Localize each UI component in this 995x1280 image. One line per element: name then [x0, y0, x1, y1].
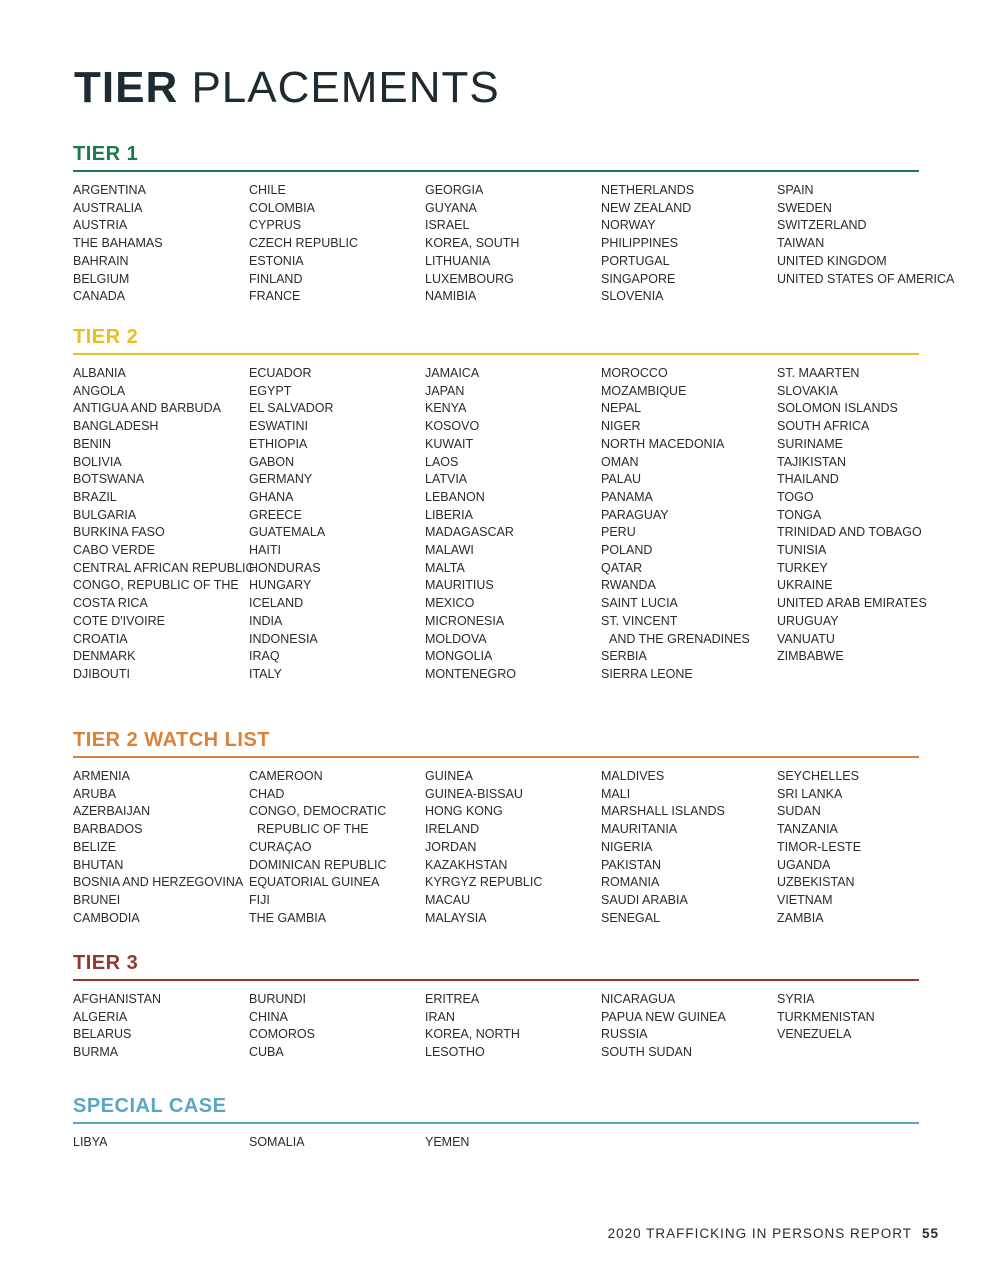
country-name: NIGERIA: [601, 839, 653, 854]
country-name: UKRAINE: [777, 578, 833, 593]
country-name: IRELAND: [425, 822, 480, 837]
country-name: BELGIUM: [73, 271, 130, 286]
country-name: NICARAGUA: [601, 992, 676, 1006]
country-name: SLOVENIA: [601, 289, 664, 304]
country-name: GUINEA-BISSAU: [425, 786, 523, 801]
country-name: MONTENEGRO: [425, 666, 516, 681]
country-name: EGYPT: [249, 383, 292, 398]
special-case-country-columns: [73, 1134, 919, 1152]
country-name: LIBERIA: [425, 507, 473, 522]
country-name: PERU: [601, 525, 636, 540]
country-name: RWANDA: [601, 578, 656, 593]
country-name: JORDAN: [425, 839, 477, 854]
country-name: MOROCCO: [601, 366, 668, 380]
page-title-bold: TIER: [74, 63, 179, 112]
country-name: URUGUAY: [777, 613, 839, 628]
country-name: AUSTRALIA: [73, 200, 143, 215]
country-name: BRUNEI: [73, 892, 121, 907]
country-column: [73, 768, 249, 927]
country-name: HONG KONG: [425, 804, 503, 819]
country-name: COLOMBIA: [249, 200, 315, 215]
country-name: SUDAN: [777, 804, 821, 819]
country-name: MEXICO: [425, 596, 475, 611]
country-name: MALDIVES: [601, 769, 665, 783]
country-name: NEW ZEALAND: [601, 200, 692, 215]
country-column: [777, 768, 861, 927]
country-name: IRAQ: [249, 649, 280, 664]
country-name: TANZANIA: [777, 822, 838, 837]
country-name: BELIZE: [73, 839, 117, 854]
country-name: GHANA: [249, 489, 294, 504]
country-name: QATAR: [601, 560, 643, 575]
country-name: PANAMA: [601, 489, 653, 504]
country-name: ALBANIA: [73, 366, 126, 380]
country-name: MICRONESIA: [425, 613, 505, 628]
country-column: [425, 768, 601, 927]
country-name: INDIA: [249, 613, 283, 628]
country-name: AND THE GRENADINES: [609, 631, 750, 646]
country-column: [601, 182, 777, 306]
country-name: MALI: [601, 786, 631, 801]
country-name: GUYANA: [425, 200, 477, 215]
country-name: ERITREA: [425, 992, 480, 1006]
country-name: AZERBAIJAN: [73, 804, 151, 819]
country-name: ETHIOPIA: [249, 436, 308, 451]
country-name: NETHERLANDS: [601, 183, 695, 197]
country-name: PAKISTAN: [601, 857, 661, 872]
country-name: TUNISIA: [777, 543, 827, 558]
page-title: [74, 62, 500, 114]
country-name: BOTSWANA: [73, 472, 145, 487]
country-name: POLAND: [601, 543, 653, 558]
country-name: HONDURAS: [249, 560, 321, 575]
country-name: LAOS: [425, 454, 459, 469]
country-column: [73, 1134, 249, 1152]
country-name: VENEZUELA: [777, 1027, 852, 1042]
country-name: LEBANON: [425, 489, 485, 504]
country-name: MADAGASCAR: [425, 525, 514, 540]
country-name: MAURITIUS: [425, 578, 494, 593]
country-name: BENIN: [73, 436, 112, 451]
country-name: CZECH REPUBLIC: [249, 236, 359, 251]
country-name: PALAU: [601, 472, 642, 487]
country-column: [249, 182, 425, 306]
country-name: UGANDA: [777, 857, 831, 872]
country-name: MONGOLIA: [425, 649, 493, 664]
country-name: JAMAICA: [425, 366, 480, 380]
country-name: NEPAL: [601, 401, 642, 416]
country-name: CONGO, REPUBLIC OF THE: [73, 578, 239, 593]
country-name: MOLDOVA: [425, 631, 487, 646]
country-name: SIERRA LEONE: [601, 666, 693, 681]
page-footer: [608, 1226, 939, 1241]
country-name: ICELAND: [249, 596, 304, 611]
country-name: HAITI: [249, 543, 281, 558]
country-name: INDONESIA: [249, 631, 318, 646]
country-name: CABO VERDE: [73, 543, 155, 558]
country-name: KAZAKHSTAN: [425, 857, 508, 872]
country-name: SOLOMON ISLANDS: [777, 401, 898, 416]
country-name: TOGO: [777, 489, 814, 504]
country-name: ECUADOR: [249, 366, 312, 380]
country-name: GUATEMALA: [249, 525, 326, 540]
country-name: MOZAMBIQUE: [601, 383, 687, 398]
country-column: [249, 1134, 425, 1152]
country-name: ITALY: [249, 666, 282, 681]
country-name: IRAN: [425, 1009, 455, 1024]
country-name: TAJIKISTAN: [777, 454, 846, 469]
country-name: SAINT LUCIA: [601, 596, 678, 611]
country-name: LUXEMBOURG: [425, 271, 514, 286]
country-column: [73, 365, 255, 684]
country-name: BAHRAIN: [73, 253, 129, 268]
country-name: CHINA: [249, 1009, 288, 1024]
tier-1-section: [73, 142, 955, 306]
tier-2-watch-list-country-columns: [73, 768, 919, 927]
country-name: KYRGYZ REPUBLIC: [425, 875, 543, 890]
country-name: COSTA RICA: [73, 596, 148, 611]
country-name: BARBADOS: [73, 822, 143, 837]
country-column: [777, 182, 954, 306]
country-name: NORWAY: [601, 218, 656, 233]
country-name: KUWAIT: [425, 436, 474, 451]
country-name: ANTIGUA AND BARBUDA: [73, 401, 221, 416]
country-name: NIGER: [601, 419, 641, 434]
country-name: UZBEKISTAN: [777, 875, 855, 890]
country-column: [425, 182, 601, 306]
country-name: CROATIA: [73, 631, 128, 646]
country-name: TRINIDAD AND TOBAGO: [777, 525, 922, 540]
country-name: SOUTH SUDAN: [601, 1045, 692, 1060]
country-name: ALGERIA: [73, 1009, 128, 1024]
page-title-light: PLACEMENTS: [178, 63, 500, 112]
country-name: ARGENTINA: [73, 183, 146, 197]
country-name: ARUBA: [73, 786, 117, 801]
country-name: YEMEN: [425, 1135, 470, 1149]
country-name: CAMEROON: [249, 769, 323, 783]
country-name: THAILAND: [777, 472, 839, 487]
country-column: [777, 991, 875, 1062]
country-name: EL SALVADOR: [249, 401, 334, 416]
country-name: KOREA, NORTH: [425, 1027, 520, 1042]
country-name: SURINAME: [777, 436, 843, 451]
tier-2-watch-list-section: [73, 728, 919, 927]
country-name: CENTRAL AFRICAN REPUBLIC: [73, 560, 255, 575]
country-name: BULGARIA: [73, 507, 137, 522]
country-name: CURAÇAO: [249, 839, 312, 854]
country-name: CUBA: [249, 1045, 284, 1060]
country-name: THE GAMBIA: [249, 910, 327, 925]
report-name: 2020 TRAFFICKING IN PERSONS REPORT: [607, 1226, 912, 1241]
country-name: UNITED STATES OF AMERICA: [777, 271, 955, 286]
country-column: [249, 768, 425, 927]
tier-3-heading: TIER 3: [73, 951, 919, 981]
country-name: SWEDEN: [777, 200, 832, 215]
country-name: COTE D'IVOIRE: [73, 613, 165, 628]
country-name: MARSHALL ISLANDS: [601, 804, 725, 819]
country-name: ESTONIA: [249, 253, 304, 268]
country-column: [601, 768, 777, 927]
country-name: CANADA: [73, 289, 126, 304]
country-name: FRANCE: [249, 289, 301, 304]
country-column: [249, 991, 425, 1062]
country-name: BOLIVIA: [73, 454, 122, 469]
country-name: RUSSIA: [601, 1027, 648, 1042]
country-name: MACAU: [425, 892, 471, 907]
country-name: PHILIPPINES: [601, 236, 679, 251]
tier-2-country-columns: [73, 365, 927, 684]
country-name: ST. VINCENT: [601, 613, 678, 628]
country-name: LATVIA: [425, 472, 468, 487]
country-name: SAUDI ARABIA: [601, 892, 688, 907]
country-name: DENMARK: [73, 649, 136, 664]
special-case-heading: SPECIAL CASE: [73, 1094, 919, 1124]
country-name: BURUNDI: [249, 992, 306, 1006]
country-name: JAPAN: [425, 383, 465, 398]
country-name: UNITED KINGDOM: [777, 253, 887, 268]
country-name: SERBIA: [601, 649, 647, 664]
country-name: TURKEY: [777, 560, 828, 575]
country-name: PARAGUAY: [601, 507, 669, 522]
country-name: MALAWI: [425, 543, 474, 558]
country-name: KOREA, SOUTH: [425, 236, 520, 251]
country-name: PAPUA NEW GUINEA: [601, 1009, 726, 1024]
country-name: BRAZIL: [73, 489, 117, 504]
country-name: TAIWAN: [777, 236, 825, 251]
tier-1-heading: TIER 1: [73, 142, 919, 172]
country-name: TIMOR-LESTE: [777, 839, 862, 854]
country-name: ANGOLA: [73, 383, 126, 398]
tier-2-section: [73, 325, 927, 684]
country-name: SEYCHELLES: [777, 769, 859, 783]
country-name: CAMBODIA: [73, 910, 140, 925]
country-name: BANGLADESH: [73, 419, 159, 434]
country-name: SPAIN: [777, 183, 814, 197]
country-name: BURMA: [73, 1045, 119, 1060]
country-name: ISRAEL: [425, 218, 470, 233]
country-name: KENYA: [425, 401, 467, 416]
country-name: PORTUGAL: [601, 253, 670, 268]
country-name: GEORGIA: [425, 183, 484, 197]
country-name: BURKINA FASO: [73, 525, 165, 540]
country-name: AFGHANISTAN: [73, 992, 161, 1006]
country-column: [73, 991, 249, 1062]
tier-3-country-columns: [73, 991, 919, 1062]
country-name: ZIMBABWE: [777, 649, 844, 664]
country-name: KOSOVO: [425, 419, 480, 434]
country-name: THE BAHAMAS: [73, 236, 163, 251]
country-name: AUSTRIA: [73, 218, 128, 233]
country-column: [601, 991, 777, 1062]
country-name: COMOROS: [249, 1027, 315, 1042]
country-name: BHUTAN: [73, 857, 124, 872]
country-name: BELARUS: [73, 1027, 132, 1042]
country-name: SOUTH AFRICA: [777, 419, 870, 434]
country-name: NORTH MACEDONIA: [601, 436, 725, 451]
country-name: ZAMBIA: [777, 910, 824, 925]
country-name: FIJI: [249, 892, 270, 907]
country-name: GERMANY: [249, 472, 313, 487]
country-name: REPUBLIC OF THE: [257, 822, 369, 837]
country-name: CONGO, DEMOCRATIC: [249, 804, 387, 819]
country-column: [425, 1134, 469, 1152]
page-number: 55: [921, 1226, 939, 1241]
country-name: LITHUANIA: [425, 253, 491, 268]
tier-2-heading: TIER 2: [73, 325, 919, 355]
country-name: SRI LANKA: [777, 786, 843, 801]
country-name: SINGAPORE: [601, 271, 676, 286]
country-name: SWITZERLAND: [777, 218, 867, 233]
country-name: CYPRUS: [249, 218, 302, 233]
country-name: CHILE: [249, 183, 286, 197]
country-name: BOSNIA AND HERZEGOVINA: [73, 875, 244, 890]
country-name: TURKMENISTAN: [777, 1009, 875, 1024]
country-name: FINLAND: [249, 271, 303, 286]
country-name: ARMENIA: [73, 769, 130, 783]
country-name: DOMINICAN REPUBLIC: [249, 857, 387, 872]
country-column: [73, 182, 249, 306]
tier-3-section: [73, 951, 919, 1062]
country-name: ESWATINI: [249, 419, 309, 434]
country-name: OMAN: [601, 454, 639, 469]
country-name: VANUATU: [777, 631, 835, 646]
country-name: GABON: [249, 454, 295, 469]
country-column: [601, 365, 777, 684]
country-column: [249, 365, 425, 684]
country-column: [777, 365, 927, 684]
country-name: HUNGARY: [249, 578, 312, 593]
country-name: GREECE: [249, 507, 302, 522]
country-column: [425, 991, 601, 1062]
country-name: TONGA: [777, 507, 822, 522]
country-name: ROMANIA: [601, 875, 660, 890]
tier-1-country-columns: [73, 182, 955, 306]
country-name: LESOTHO: [425, 1045, 485, 1060]
country-name: SOMALIA: [249, 1135, 305, 1149]
country-name: GUINEA: [425, 769, 473, 783]
country-name: CHAD: [249, 786, 285, 801]
special-case-section: [73, 1094, 919, 1152]
country-name: VIETNAM: [777, 892, 833, 907]
country-name: MALAYSIA: [425, 910, 487, 925]
country-name: ST. MAARTEN: [777, 366, 860, 380]
country-name: NAMIBIA: [425, 289, 477, 304]
country-name: EQUATORIAL GUINEA: [249, 875, 380, 890]
country-column: [425, 365, 601, 684]
country-name: SLOVAKIA: [777, 383, 838, 398]
country-name: MALTA: [425, 560, 465, 575]
country-name: DJIBOUTI: [73, 666, 130, 681]
country-name: SENEGAL: [601, 910, 661, 925]
country-name: MAURITANIA: [601, 822, 678, 837]
country-name: UNITED ARAB EMIRATES: [777, 596, 927, 611]
country-name: SYRIA: [777, 992, 815, 1006]
tier-2-watch-list-heading: TIER 2 WATCH LIST: [73, 728, 919, 758]
country-name: LIBYA: [73, 1135, 108, 1149]
